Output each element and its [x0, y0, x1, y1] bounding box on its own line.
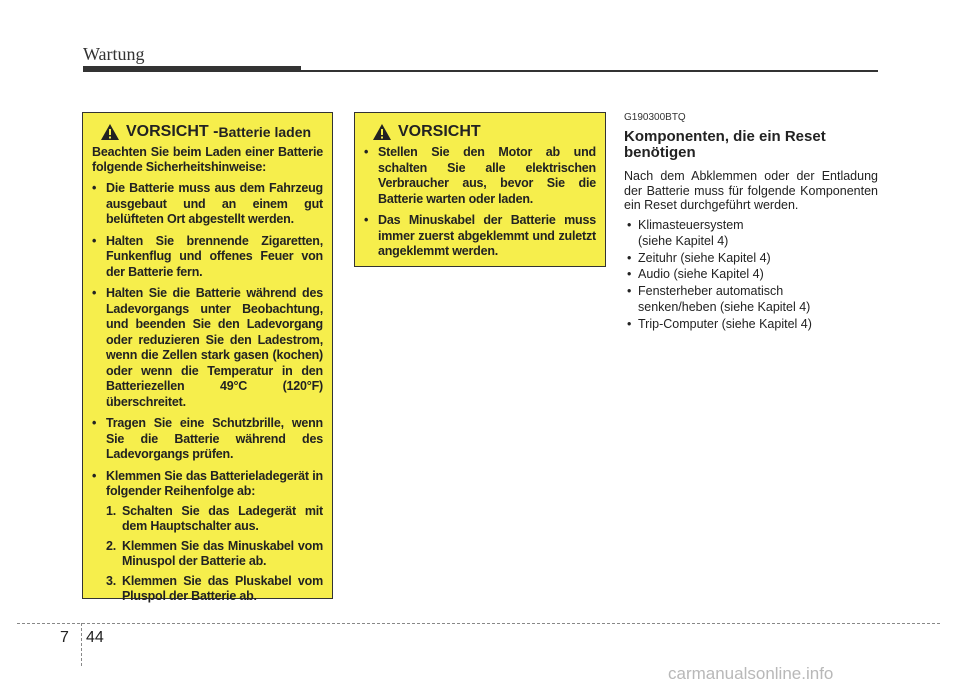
list-item: [92, 469, 323, 605]
list-item-line: • Zeituhr (siehe Kapitel 4): [638, 250, 771, 265]
list-item: [624, 250, 878, 267]
list-item: • Die Batterie muss aus dem Fahrzeug ausgebaut und an einem gut belüfteten Ort abgestellt werden.: [92, 181, 323, 228]
caution-label: VORSICHT -: [126, 123, 219, 140]
caution-box-battery-charging: [82, 112, 333, 603]
section-title: Wartung: [83, 44, 145, 64]
step-number: 2.: [106, 538, 117, 553]
step-item: [106, 539, 323, 570]
header-rule-thin: [301, 70, 878, 72]
reset-list: [624, 217, 878, 333]
list-item-line: • Klimasteuersystem: [638, 217, 744, 232]
warning-triangle-icon: [100, 123, 120, 141]
caution-heading: [364, 123, 596, 141]
list-item: [624, 316, 878, 333]
caution-box-general: [354, 112, 606, 267]
list-item: • Tragen Sie eine Schutzbrille, wenn Sie die Batterie während des Ladevorgangs prüfen.: [92, 416, 323, 463]
step-number: 3.: [106, 573, 117, 588]
list-item: • Halten Sie die Batterie während des Ladevorgangs unter Beobachtung, und beenden Sie den Ladevorgang oder reduzieren Sie den Ladestrom, wenn die Zellen stark gasen (kochen) oder wenn die Temperatur in den Batteriezellen 49°C (120°F) überschreitet.: [92, 286, 323, 410]
list-item: • Stellen Sie den Motor ab und schalten Sie alle elektrischen Verbraucher aus, bevor Sie die Batterie warten oder laden.: [364, 145, 596, 207]
list-item-line: • Trip-Computer (siehe Kapitel 4): [638, 316, 812, 331]
caution-topic: Batterie laden: [218, 124, 312, 140]
step-text: Schalten Sie das Ladegerät mit dem Hauptschalter aus.: [122, 503, 323, 533]
list-item-line: • Audio (siehe Kapitel 4): [638, 267, 764, 281]
step-text: Klemmen Sie das Pluskabel vom Pluspol der Batterie ab.: [122, 573, 323, 603]
footer-rule: [17, 623, 940, 624]
caution-list: [92, 181, 323, 605]
list-item-line: (siehe Kapitel 4): [638, 234, 729, 248]
caution-intro: Beachten Sie beim Laden einer Batterie folgende Sicherheitshinweise:: [92, 145, 323, 174]
section-heading: Komponenten, die ein Reset benötigen: [624, 128, 826, 161]
header-rule-thick: [83, 66, 301, 72]
list-item-line: • Fensterheber automatisch: [638, 283, 784, 298]
caution-label: VORSICHT: [398, 123, 481, 140]
step-item: [106, 504, 323, 535]
list-item: • Das Minuskabel der Batterie muss immer zuerst abgeklemmt und zuletzt angeklemmt werden.: [364, 213, 596, 260]
list-item: • Halten Sie brennende Zigaretten, Funkenflug und offenes Feuer von der Batterie fern.: [92, 234, 323, 281]
footer-divider: [81, 623, 82, 666]
list-item: [624, 283, 878, 316]
step-list: [106, 504, 323, 605]
section-code: G190300BTQ: [624, 112, 686, 123]
list-item: [624, 266, 878, 283]
step-text: Klemmen Sie das Minuskabel vom Minuspol der Batterie ab.: [122, 538, 323, 568]
step-number: 1.: [106, 503, 117, 518]
caution-heading: [92, 123, 323, 141]
warning-triangle-icon: [372, 123, 392, 141]
watermark: carmanualsonline.info: [668, 664, 834, 683]
list-item: [624, 217, 878, 250]
list-item-text: Klemmen Sie das Batterieladegerät in folgender Reihenfolge ab:: [106, 468, 323, 498]
reset-section: [624, 112, 878, 332]
caution-list: [364, 145, 596, 260]
page-number: 44: [86, 629, 104, 646]
chapter-number: 7: [60, 629, 69, 646]
list-item-line: senken/heben (siehe Kapitel 4): [638, 300, 811, 314]
step-item: [106, 574, 323, 605]
section-intro: Nach dem Abklemmen oder der Entladung der Batterie muss für folgende Komponenten ein Reset durchgeführt werden.: [624, 169, 878, 212]
